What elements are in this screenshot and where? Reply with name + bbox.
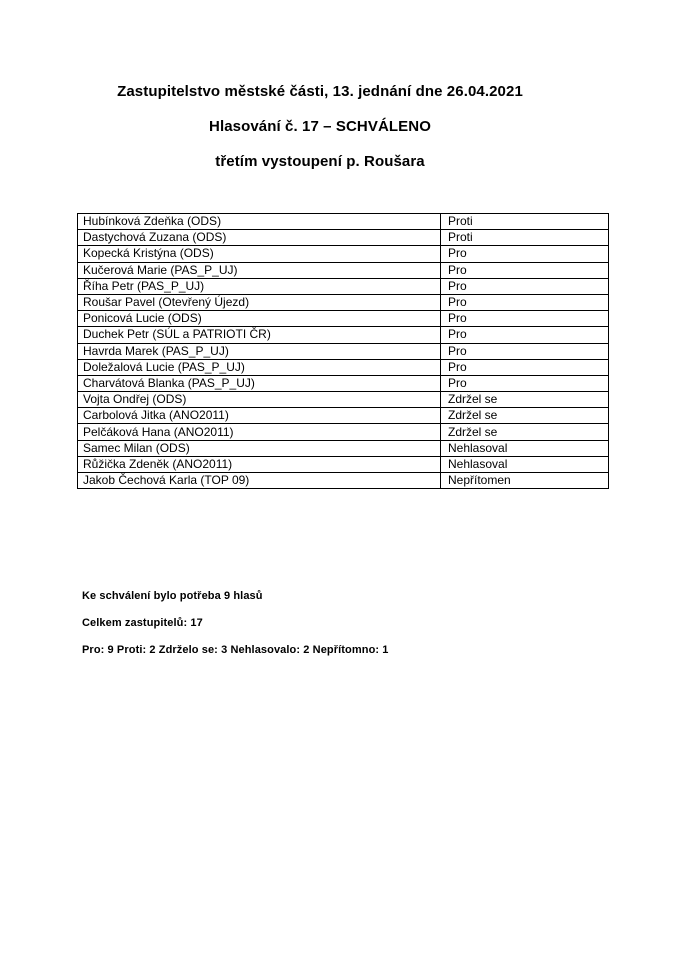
table-row (78, 343, 609, 359)
vote-subject: třetím vystoupení p. Roušara (215, 153, 425, 170)
table-row (78, 262, 609, 278)
table-row (78, 392, 609, 408)
vote-cell: Pro (441, 327, 609, 343)
document-heading (0, 82, 640, 187)
table-row (78, 408, 609, 424)
vote-summary (82, 590, 602, 671)
vote-cell: Nehlasoval (441, 456, 609, 472)
table-row (78, 294, 609, 310)
member-name-cell: Pelčáková Hana (ANO2011) (78, 424, 441, 440)
required-votes-text: Ke schválení bylo potřeba 9 hlasů (82, 590, 263, 602)
member-name-cell: Vojta Ondřej (ODS) (78, 392, 441, 408)
member-name-cell: Ponicová Lucie (ODS) (78, 311, 441, 327)
member-name-cell: Havrda Marek (PAS_P_UJ) (78, 343, 441, 359)
vote-cell: Zdržel se (441, 392, 609, 408)
member-name-cell: Duchek Petr (SÚL a PATRIOTI ČR) (78, 327, 441, 343)
table-row (78, 214, 609, 230)
vote-cell: Proti (441, 230, 609, 246)
table-row (78, 456, 609, 472)
table-row (78, 278, 609, 294)
member-name-cell: Doležalová Lucie (PAS_P_UJ) (78, 359, 441, 375)
vote-cell: Proti (441, 214, 609, 230)
member-name-cell: Samec Milan (ODS) (78, 440, 441, 456)
member-name-cell: Roušar Pavel (Otevřený Újezd) (78, 294, 441, 310)
table-row (78, 230, 609, 246)
table-row (78, 424, 609, 440)
document-title: Zastupitelstvo městské části, 13. jednání dne 26.04.2021 (117, 83, 523, 100)
vote-cell: Zdržel se (441, 424, 609, 440)
vote-cell: Pro (441, 262, 609, 278)
member-name-cell: Carbolová Jitka (ANO2011) (78, 408, 441, 424)
vote-cell: Nepřítomen (441, 473, 609, 489)
vote-cell: Nehlasoval (441, 440, 609, 456)
table-row (78, 440, 609, 456)
vote-cell: Pro (441, 278, 609, 294)
member-name-cell: Dastychová Zuzana (ODS) (78, 230, 441, 246)
table-row (78, 473, 609, 489)
vote-cell: Pro (441, 343, 609, 359)
vote-cell: Zdržel se (441, 408, 609, 424)
total-members-text: Celkem zastupitelů: 17 (82, 617, 203, 629)
vote-cell: Pro (441, 375, 609, 391)
member-name-cell: Charvátová Blanka (PAS_P_UJ) (78, 375, 441, 391)
vote-number-result: Hlasování č. 17 – SCHVÁLENO (209, 118, 431, 135)
table-row (78, 375, 609, 391)
vote-cell: Pro (441, 294, 609, 310)
result-counts-text: Pro: 9 Proti: 2 Zdrželo se: 3 Nehlasovalo: 2 Nepřítomno: 1 (82, 644, 389, 656)
table-row (78, 246, 609, 262)
vote-table-body (78, 214, 609, 489)
member-name-cell: Kopecká Kristýna (ODS) (78, 246, 441, 262)
member-name-cell: Jakob Čechová Karla (TOP 09) (78, 473, 441, 489)
member-name-cell: Říha Petr (PAS_P_UJ) (78, 278, 441, 294)
member-name-cell: Růžička Zdeněk (ANO2011) (78, 456, 441, 472)
table-row (78, 311, 609, 327)
member-name-cell: Hubínková Zdeňka (ODS) (78, 214, 441, 230)
vote-cell: Pro (441, 359, 609, 375)
table-row (78, 327, 609, 343)
vote-table (77, 213, 609, 489)
table-row (78, 359, 609, 375)
vote-cell: Pro (441, 246, 609, 262)
member-name-cell: Kučerová Marie (PAS_P_UJ) (78, 262, 441, 278)
vote-cell: Pro (441, 311, 609, 327)
